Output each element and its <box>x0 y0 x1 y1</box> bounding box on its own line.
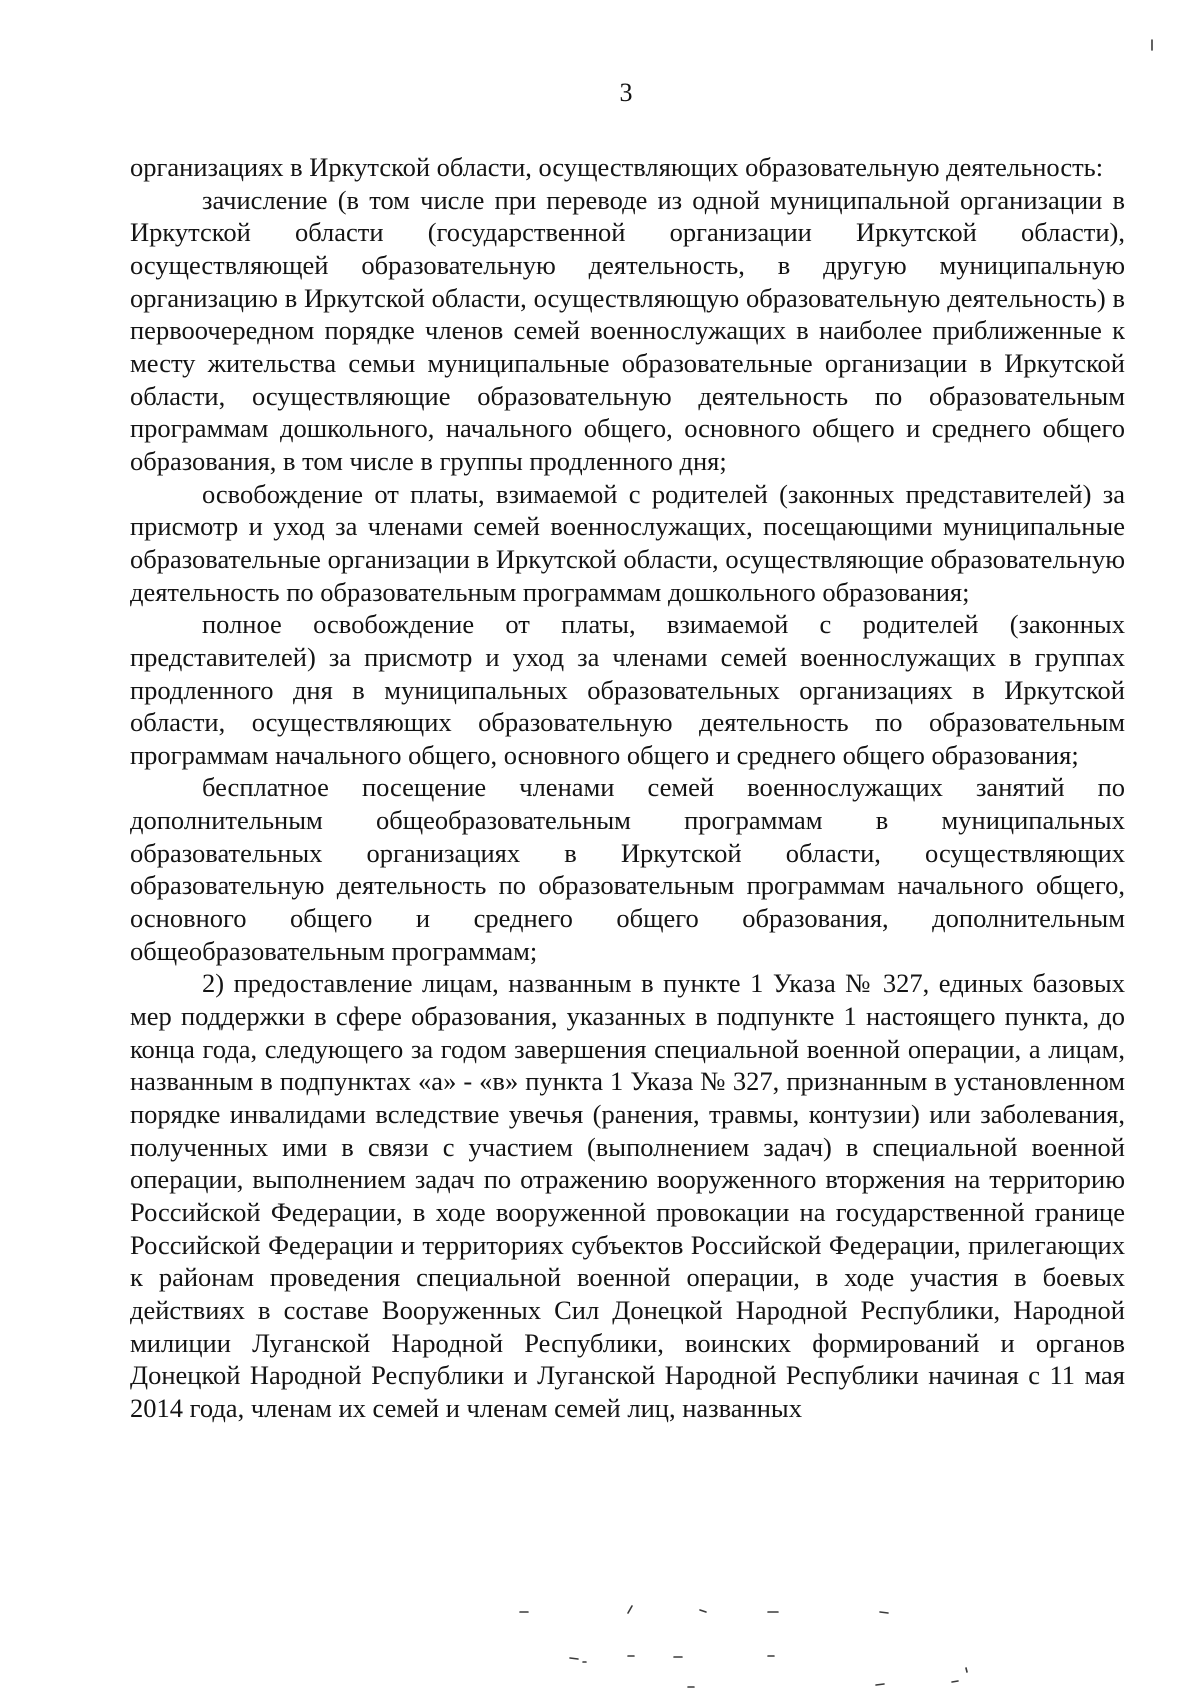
paragraph-item-2: 2) предоставление лицам, названным в пункте 1 Указа № 327, единых базовых мер поддержки в сфере образования, указанных в подпункте 1 настоящего пункта, до конца года, следующего за годом завершения специальной военной операции, а лицам, названным в подпунктах «а» - «в» пункта 1 Указа № 327, признанным в установленном порядке инвалидами вследствие увечья (ранения, травмы, контузии) или заболевания, полученных ими в связи с участием (выполнением задач) в специальной военной операции, выполнением задач по отражению вооруженного вторжения на территорию Российской Федерации, в ходе вооруженной провокации на государственной границе Российской Федерации и территориях субъектов Российской Федерации, прилегающих к районам проведения специальной военной операции, в ходе участия в боевых действиях в составе Вооруженных Сил Донецкой Народной Республики, Народной милиции Луганской Народной Республики, воинских формирований и органов Донецкой Народной Республики и Луганской Народной Республики начиная с 11 мая 2014 года, членам их семей и членам семей лиц, названных <box>130 968 1125 1423</box>
paragraph-preschool-fee-exemption: освобождение от платы, взимаемой с родителей (законных представителей) за присмотр и уход за членами семей военнослужащих, посещающими муниципальные образовательные организации в Иркутской области, осуществляющие образовательную деятельность по образовательным программам дошкольного образования; <box>130 478 1125 607</box>
paragraph-free-additional-programs: бесплатное посещение членами семей военнослужащих занятий по дополнительным общеобразовательным программам в муниципальных образовательных организациях в Иркутской области, осуществляющих образовательную деятельность по образовательным программам начального общего, основного общего и среднего общего образования, дополнительным общеобразовательным программам; <box>130 772 1125 966</box>
paragraph-enrollment: зачисление (в том числе при переводе из одной муниципальной организации в Иркутской области (государственной организации Иркутской области), осуществляющей образовательную деятельность, в другую муниципальную организацию в Иркутской области, осуществляющую образовательную деятельность) в первоочередном порядке членов семей военнослужащих в наиболее приближенные к месту жительства семьи муниципальные образовательные организации в Иркутской области, осуществляющие образовательную деятельность по образовательным программам дошкольного, начального общего, основного общего и среднего общего образования, в том числе в группы продленного дня; <box>130 184 1125 476</box>
page-number: 3 <box>619 78 633 107</box>
document-body <box>130 151 1125 1425</box>
paragraph-extended-day-fee-exemption: полное освобождение от платы, взимаемой с родителей (законных представителей) за присмотр и уход за членами семей военнослужащих в группах продленного дня в муниципальных образовательных организациях в Иркутской области, осуществляющих образовательную деятельность по образовательным программам начального общего, основного общего и среднего общего образования; <box>130 609 1125 770</box>
paragraph-continuation: организациях в Иркутской области, осуществляющих образовательную деятельность: <box>130 152 1104 182</box>
